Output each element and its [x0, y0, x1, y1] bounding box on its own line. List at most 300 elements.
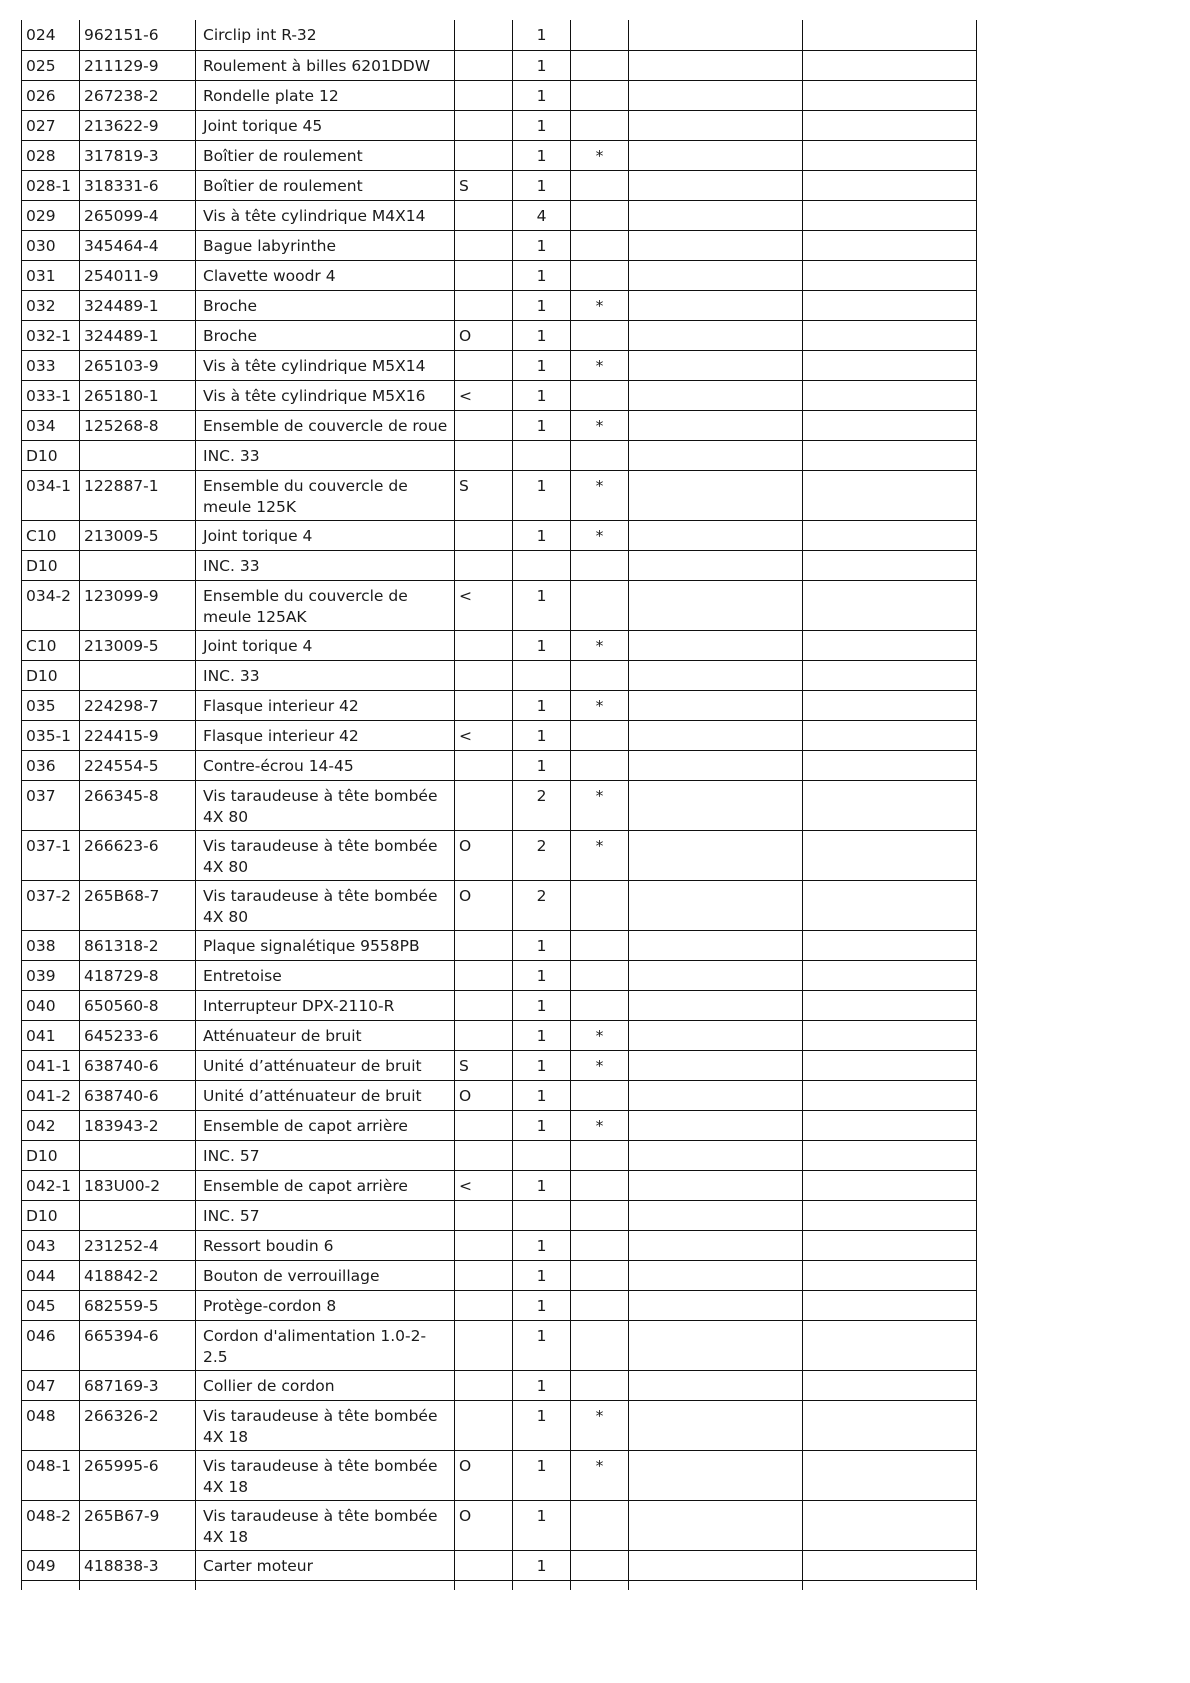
item-number-cell: 039 [22, 960, 80, 990]
remark-cell: * [571, 520, 629, 550]
extra-cell-2 [803, 470, 977, 520]
item-number-cell: D10 [22, 660, 80, 690]
code-cell [455, 550, 513, 580]
item-number-cell: 026 [22, 80, 80, 110]
extra-cell-2 [803, 1500, 977, 1550]
part-number-cell: 265B67-9 [80, 1500, 196, 1550]
remark-cell: * [571, 350, 629, 380]
quantity-cell: 1 [513, 1550, 571, 1580]
empty-cell [455, 1580, 513, 1590]
item-number-cell: D10 [22, 440, 80, 470]
item-number-cell: 049 [22, 1550, 80, 1580]
extra-cell-2 [803, 290, 977, 320]
remark-cell [571, 20, 629, 50]
remark-cell [571, 170, 629, 200]
code-cell [455, 1140, 513, 1170]
remark-cell: * [571, 1450, 629, 1500]
item-number-cell: 034 [22, 410, 80, 440]
extra-cell-1 [629, 380, 803, 410]
remark-cell [571, 260, 629, 290]
extra-cell-2 [803, 880, 977, 930]
table-row [22, 1050, 977, 1080]
extra-cell-1 [629, 630, 803, 660]
extra-cell-2 [803, 1550, 977, 1580]
table-row [22, 320, 977, 350]
description-cell: Vis taraudeuse à tête bombée 4X 18 [196, 1400, 455, 1450]
table-row [22, 960, 977, 990]
description-cell: INC. 33 [196, 660, 455, 690]
remark-cell: * [571, 1110, 629, 1140]
code-cell [455, 990, 513, 1020]
remark-cell [571, 720, 629, 750]
description-cell: Contre-écrou 14-45 [196, 750, 455, 780]
item-number-cell: C10 [22, 520, 80, 550]
remark-cell [571, 1080, 629, 1110]
extra-cell-2 [803, 990, 977, 1020]
remark-cell [571, 80, 629, 110]
remark-cell: * [571, 410, 629, 440]
remark-cell: * [571, 1020, 629, 1050]
description-cell: INC. 57 [196, 1200, 455, 1230]
part-number-cell: 265099-4 [80, 200, 196, 230]
item-number-cell: 033 [22, 350, 80, 380]
remark-cell [571, 200, 629, 230]
table-row [22, 930, 977, 960]
extra-cell-1 [629, 1140, 803, 1170]
part-number-cell: 213009-5 [80, 630, 196, 660]
code-cell [455, 1200, 513, 1230]
table-row [22, 1170, 977, 1200]
extra-cell-2 [803, 170, 977, 200]
description-cell: Ressort boudin 6 [196, 1230, 455, 1260]
item-number-cell: 029 [22, 200, 80, 230]
quantity-cell: 1 [513, 50, 571, 80]
remark-cell [571, 960, 629, 990]
extra-cell-2 [803, 20, 977, 50]
parts-list-table [21, 20, 977, 1590]
extra-cell-2 [803, 410, 977, 440]
extra-cell-2 [803, 110, 977, 140]
remark-cell [571, 550, 629, 580]
item-number-cell: 036 [22, 750, 80, 780]
quantity-cell: 1 [513, 720, 571, 750]
extra-cell-1 [629, 780, 803, 830]
description-cell: Joint torique 45 [196, 110, 455, 140]
item-number-cell: 031 [22, 260, 80, 290]
extra-cell-1 [629, 50, 803, 80]
code-cell: O [455, 1450, 513, 1500]
part-number-cell [80, 1140, 196, 1170]
item-number-cell: 028 [22, 140, 80, 170]
item-number-cell: 047 [22, 1370, 80, 1400]
extra-cell-2 [803, 780, 977, 830]
extra-cell-1 [629, 1200, 803, 1230]
remark-cell [571, 580, 629, 630]
table-row [22, 520, 977, 550]
description-cell: Circlip int R-32 [196, 20, 455, 50]
description-cell: Vis à tête cylindrique M4X14 [196, 200, 455, 230]
extra-cell-2 [803, 960, 977, 990]
table-row [22, 1290, 977, 1320]
table-row [22, 630, 977, 660]
remark-cell: * [571, 290, 629, 320]
description-cell: Interrupteur DPX-2110-R [196, 990, 455, 1020]
description-cell: Ensemble de capot arrière [196, 1110, 455, 1140]
extra-cell-2 [803, 1230, 977, 1260]
item-number-cell: 035 [22, 690, 80, 720]
quantity-cell: 1 [513, 930, 571, 960]
table-row [22, 580, 977, 630]
quantity-cell: 1 [513, 260, 571, 290]
quantity-cell: 1 [513, 170, 571, 200]
item-number-cell: 042 [22, 1110, 80, 1140]
remark-cell: * [571, 1050, 629, 1080]
quantity-cell: 1 [513, 690, 571, 720]
description-cell: Joint torique 4 [196, 630, 455, 660]
extra-cell-2 [803, 1080, 977, 1110]
quantity-cell: 1 [513, 750, 571, 780]
item-number-cell: 037 [22, 780, 80, 830]
quantity-cell: 1 [513, 1050, 571, 1080]
remark-cell [571, 1290, 629, 1320]
code-cell [455, 930, 513, 960]
remark-cell [571, 380, 629, 410]
description-cell: Bouton de verrouillage [196, 1260, 455, 1290]
code-cell [455, 780, 513, 830]
table-row [22, 660, 977, 690]
extra-cell-1 [629, 1450, 803, 1500]
part-number-cell: 317819-3 [80, 140, 196, 170]
table-row [22, 720, 977, 750]
part-number-cell: 861318-2 [80, 930, 196, 960]
part-number-cell: 687169-3 [80, 1370, 196, 1400]
item-number-cell: 041 [22, 1020, 80, 1050]
extra-cell-1 [629, 80, 803, 110]
description-cell: Boîtier de roulement [196, 140, 455, 170]
item-number-cell: 043 [22, 1230, 80, 1260]
extra-cell-2 [803, 520, 977, 550]
code-cell: O [455, 1500, 513, 1550]
quantity-cell: 1 [513, 290, 571, 320]
extra-cell-2 [803, 1290, 977, 1320]
empty-cell [513, 1580, 571, 1590]
remark-cell [571, 230, 629, 260]
extra-cell-1 [629, 1320, 803, 1370]
quantity-cell [513, 440, 571, 470]
extra-cell-1 [629, 200, 803, 230]
part-number-cell: 213622-9 [80, 110, 196, 140]
part-number-cell: 125268-8 [80, 410, 196, 440]
description-cell: Carter moteur [196, 1550, 455, 1580]
code-cell [455, 960, 513, 990]
code-cell [455, 200, 513, 230]
empty-cell [803, 1580, 977, 1590]
quantity-cell: 2 [513, 830, 571, 880]
code-cell: < [455, 720, 513, 750]
table-row [22, 1080, 977, 1110]
table-row-continuation [22, 1580, 977, 1590]
extra-cell-1 [629, 290, 803, 320]
table-row [22, 20, 977, 50]
quantity-cell [513, 660, 571, 690]
part-number-cell: 645233-6 [80, 1020, 196, 1050]
quantity-cell: 1 [513, 230, 571, 260]
extra-cell-2 [803, 830, 977, 880]
description-cell: Cordon d'alimentation 1.0-2-2.5 [196, 1320, 455, 1370]
code-cell [455, 750, 513, 780]
quantity-cell: 1 [513, 1450, 571, 1500]
description-cell: Broche [196, 290, 455, 320]
part-number-cell: 231252-4 [80, 1230, 196, 1260]
extra-cell-1 [629, 750, 803, 780]
table-row [22, 1020, 977, 1050]
description-cell: INC. 33 [196, 550, 455, 580]
quantity-cell: 1 [513, 1290, 571, 1320]
extra-cell-2 [803, 1050, 977, 1080]
table-row [22, 830, 977, 880]
quantity-cell: 1 [513, 350, 571, 380]
extra-cell-2 [803, 380, 977, 410]
description-cell: Bague labyrinthe [196, 230, 455, 260]
description-cell: Boîtier de roulement [196, 170, 455, 200]
extra-cell-2 [803, 1320, 977, 1370]
remark-cell [571, 1260, 629, 1290]
code-cell [455, 80, 513, 110]
code-cell [455, 20, 513, 50]
empty-cell [629, 1580, 803, 1590]
description-cell: Collier de cordon [196, 1370, 455, 1400]
extra-cell-2 [803, 440, 977, 470]
item-number-cell: 034-2 [22, 580, 80, 630]
table-row [22, 1110, 977, 1140]
empty-cell [22, 1580, 80, 1590]
extra-cell-1 [629, 1170, 803, 1200]
description-cell: Vis taraudeuse à tête bombée 4X 80 [196, 880, 455, 930]
extra-cell-1 [629, 550, 803, 580]
part-number-cell: 265995-6 [80, 1450, 196, 1500]
description-cell: Roulement à billes 6201DDW [196, 50, 455, 80]
code-cell: < [455, 380, 513, 410]
extra-cell-2 [803, 930, 977, 960]
extra-cell-1 [629, 930, 803, 960]
quantity-cell: 1 [513, 990, 571, 1020]
quantity-cell: 1 [513, 1110, 571, 1140]
item-number-cell: 033-1 [22, 380, 80, 410]
item-number-cell: 032 [22, 290, 80, 320]
extra-cell-2 [803, 140, 977, 170]
extra-cell-1 [629, 1500, 803, 1550]
table-row [22, 1140, 977, 1170]
part-number-cell: 224554-5 [80, 750, 196, 780]
remark-cell [571, 50, 629, 80]
item-number-cell: 041-1 [22, 1050, 80, 1080]
description-cell: Vis taraudeuse à tête bombée 4X 80 [196, 830, 455, 880]
quantity-cell: 1 [513, 630, 571, 660]
description-cell: Protège-cordon 8 [196, 1290, 455, 1320]
extra-cell-2 [803, 1020, 977, 1050]
extra-cell-1 [629, 1400, 803, 1450]
description-cell: Clavette woodr 4 [196, 260, 455, 290]
table-row [22, 1230, 977, 1260]
remark-cell [571, 1500, 629, 1550]
code-cell: < [455, 580, 513, 630]
table-row [22, 380, 977, 410]
extra-cell-1 [629, 140, 803, 170]
code-cell [455, 1260, 513, 1290]
extra-cell-1 [629, 660, 803, 690]
extra-cell-2 [803, 750, 977, 780]
extra-cell-1 [629, 170, 803, 200]
item-number-cell: 048-2 [22, 1500, 80, 1550]
part-number-cell: 638740-6 [80, 1050, 196, 1080]
extra-cell-1 [629, 410, 803, 440]
item-number-cell: 041-2 [22, 1080, 80, 1110]
table-row [22, 410, 977, 440]
quantity-cell: 1 [513, 1260, 571, 1290]
code-cell: S [455, 470, 513, 520]
code-cell [455, 520, 513, 550]
empty-cell [571, 1580, 629, 1590]
quantity-cell: 1 [513, 410, 571, 440]
part-number-cell: 418729-8 [80, 960, 196, 990]
extra-cell-2 [803, 1140, 977, 1170]
item-number-cell: 028-1 [22, 170, 80, 200]
remark-cell: * [571, 470, 629, 520]
table-row [22, 780, 977, 830]
extra-cell-1 [629, 230, 803, 260]
part-number-cell: 345464-4 [80, 230, 196, 260]
quantity-cell: 4 [513, 200, 571, 230]
item-number-cell: 042-1 [22, 1170, 80, 1200]
table-row [22, 1370, 977, 1400]
quantity-cell: 1 [513, 960, 571, 990]
extra-cell-1 [629, 350, 803, 380]
part-number-cell [80, 440, 196, 470]
remark-cell: * [571, 690, 629, 720]
quantity-cell: 1 [513, 1080, 571, 1110]
table-row [22, 1260, 977, 1290]
remark-cell [571, 1320, 629, 1370]
remark-cell [571, 750, 629, 780]
part-number-cell: 213009-5 [80, 520, 196, 550]
extra-cell-1 [629, 110, 803, 140]
part-number-cell: 265B68-7 [80, 880, 196, 930]
code-cell [455, 1370, 513, 1400]
code-cell [455, 260, 513, 290]
part-number-cell [80, 1200, 196, 1230]
remark-cell [571, 1550, 629, 1580]
extra-cell-2 [803, 260, 977, 290]
quantity-cell [513, 1200, 571, 1230]
quantity-cell: 1 [513, 110, 571, 140]
extra-cell-1 [629, 880, 803, 930]
item-number-cell: 037-1 [22, 830, 80, 880]
part-number-cell: 267238-2 [80, 80, 196, 110]
remark-cell: * [571, 780, 629, 830]
item-number-cell: 044 [22, 1260, 80, 1290]
quantity-cell [513, 550, 571, 580]
quantity-cell: 1 [513, 1230, 571, 1260]
extra-cell-1 [629, 1370, 803, 1400]
description-cell: Vis taraudeuse à tête bombée 4X 18 [196, 1450, 455, 1500]
table-row [22, 290, 977, 320]
description-cell: Broche [196, 320, 455, 350]
remark-cell [571, 1200, 629, 1230]
item-number-cell: 046 [22, 1320, 80, 1370]
extra-cell-1 [629, 1080, 803, 1110]
table-row [22, 140, 977, 170]
item-number-cell: 035-1 [22, 720, 80, 750]
code-cell: S [455, 170, 513, 200]
extra-cell-1 [629, 1110, 803, 1140]
quantity-cell: 2 [513, 780, 571, 830]
item-number-cell: 045 [22, 1290, 80, 1320]
item-number-cell: C10 [22, 630, 80, 660]
code-cell [455, 1110, 513, 1140]
quantity-cell: 1 [513, 80, 571, 110]
item-number-cell: 037-2 [22, 880, 80, 930]
description-cell: Ensemble de capot arrière [196, 1170, 455, 1200]
table-row [22, 170, 977, 200]
part-number-cell: 324489-1 [80, 320, 196, 350]
part-number-cell: 418842-2 [80, 1260, 196, 1290]
code-cell: O [455, 320, 513, 350]
extra-cell-1 [629, 720, 803, 750]
part-number-cell: 638740-6 [80, 1080, 196, 1110]
table-row [22, 1400, 977, 1450]
extra-cell-1 [629, 260, 803, 290]
remark-cell: * [571, 830, 629, 880]
remark-cell [571, 320, 629, 350]
remark-cell [571, 660, 629, 690]
description-cell: Flasque interieur 42 [196, 690, 455, 720]
quantity-cell: 1 [513, 1020, 571, 1050]
remark-cell [571, 440, 629, 470]
item-number-cell: D10 [22, 550, 80, 580]
description-cell: Entretoise [196, 960, 455, 990]
part-number-cell: 650560-8 [80, 990, 196, 1020]
quantity-cell: 1 [513, 1370, 571, 1400]
extra-cell-1 [629, 520, 803, 550]
code-cell [455, 350, 513, 380]
extra-cell-1 [629, 990, 803, 1020]
extra-cell-2 [803, 1110, 977, 1140]
part-number-cell: 266326-2 [80, 1400, 196, 1450]
code-cell: S [455, 1050, 513, 1080]
quantity-cell: 1 [513, 580, 571, 630]
part-number-cell [80, 550, 196, 580]
part-number-cell: 418838-3 [80, 1550, 196, 1580]
extra-cell-1 [629, 470, 803, 520]
code-cell [455, 440, 513, 470]
description-cell: Plaque signalétique 9558PB [196, 930, 455, 960]
code-cell [455, 1400, 513, 1450]
item-number-cell: 027 [22, 110, 80, 140]
empty-cell [196, 1580, 455, 1590]
quantity-cell: 1 [513, 320, 571, 350]
extra-cell-2 [803, 630, 977, 660]
item-number-cell: 048-1 [22, 1450, 80, 1500]
extra-cell-1 [629, 580, 803, 630]
table-row [22, 990, 977, 1020]
table-row [22, 350, 977, 380]
extra-cell-2 [803, 660, 977, 690]
table-row [22, 550, 977, 580]
remark-cell [571, 1230, 629, 1260]
table-row [22, 1200, 977, 1230]
remark-cell: * [571, 1400, 629, 1450]
remark-cell: * [571, 630, 629, 660]
